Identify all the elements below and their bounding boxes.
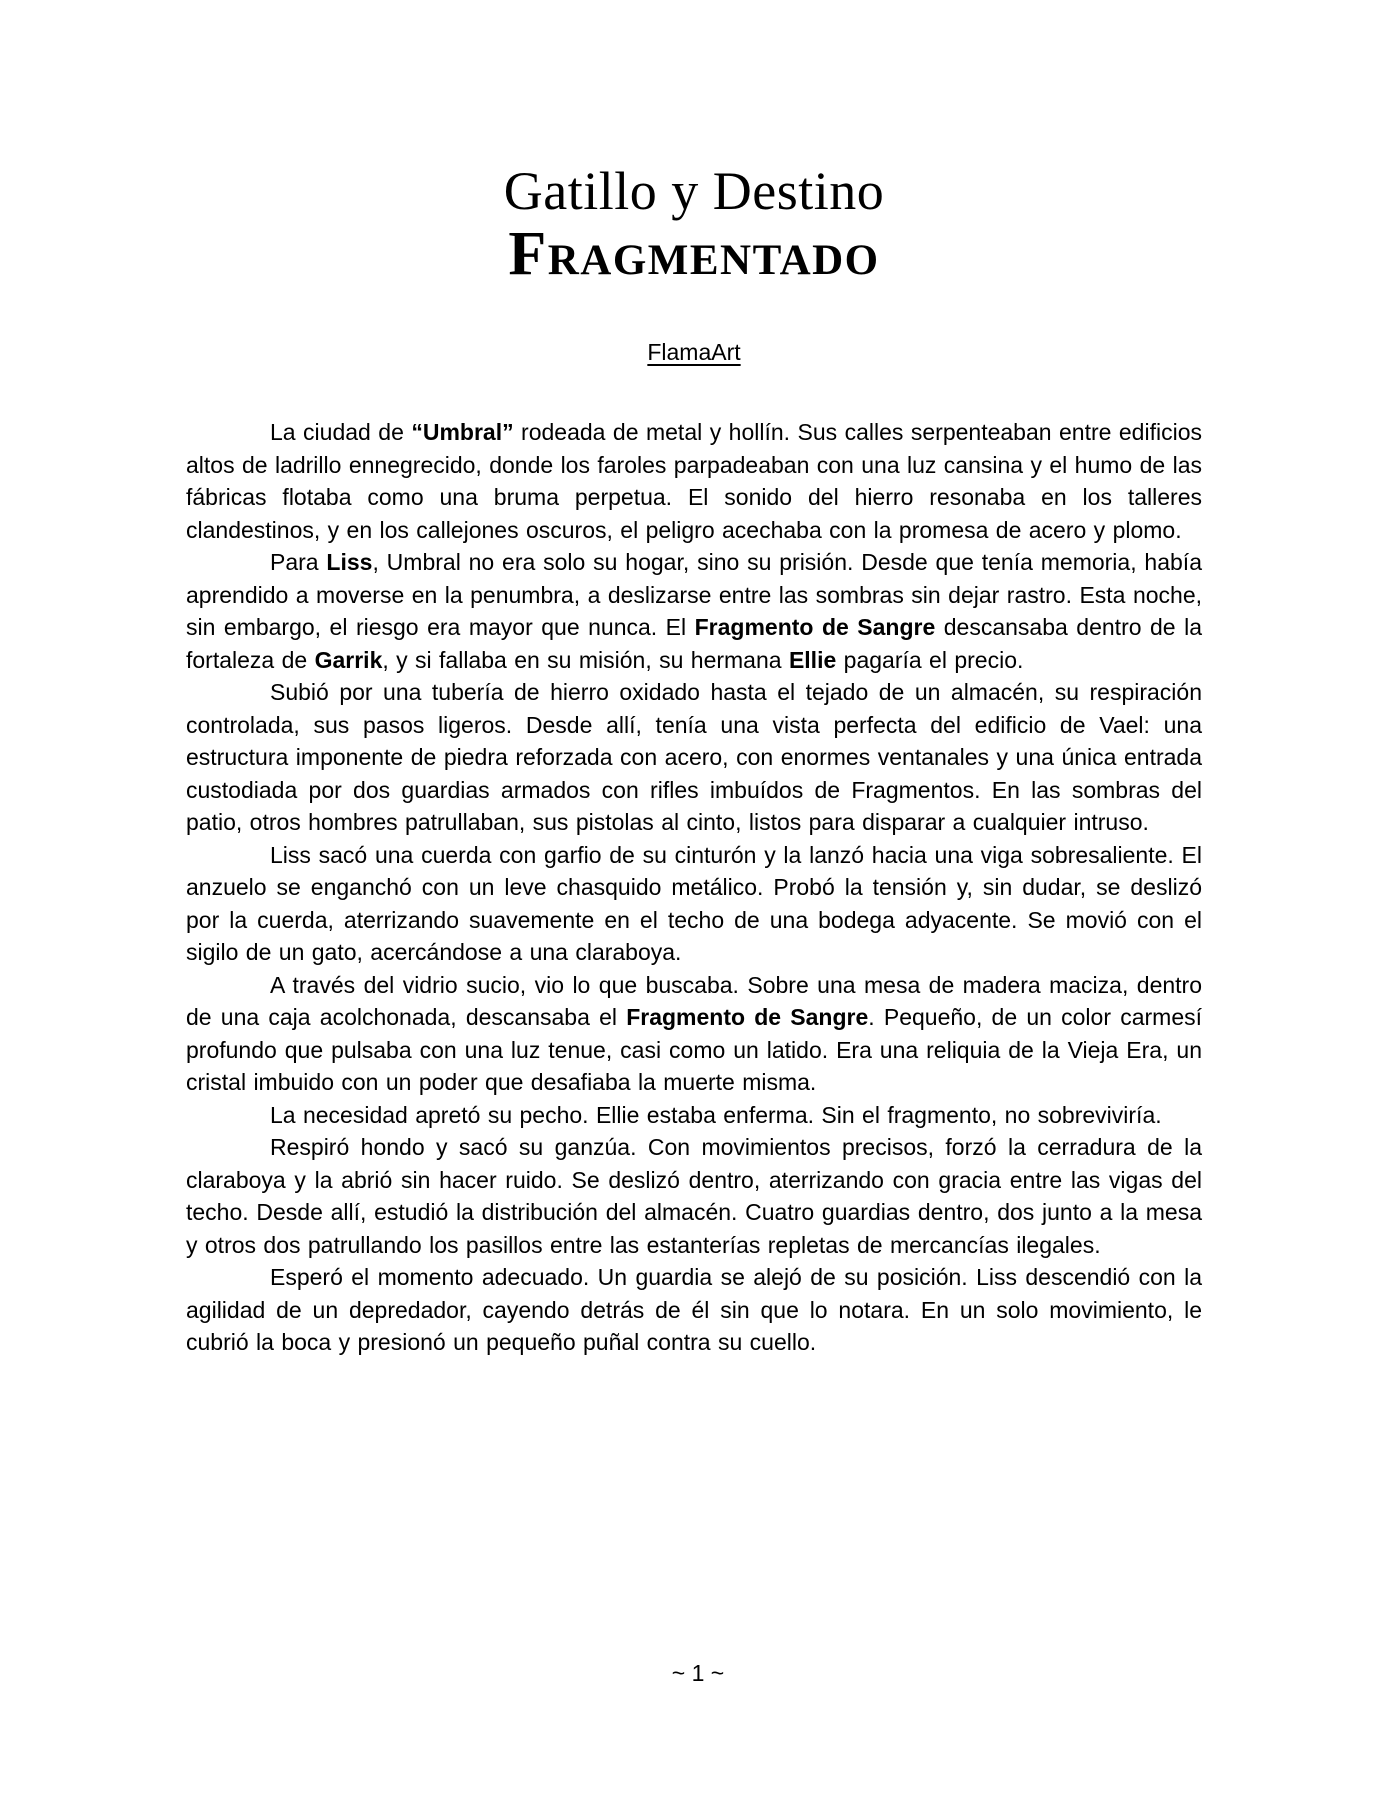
- bold-text-run: Fragmento de Sangre: [626, 1004, 869, 1030]
- paragraph: [186, 546, 1202, 676]
- paragraph: [186, 676, 1202, 839]
- page-number: ~ 1 ~: [671, 1660, 725, 1686]
- text-run: Respiró hondo y sacó su ganzúa. Con movimientos precisos, forzó la cerradura de la claraboya y la abrió sin hacer ruido. Se deslizó dentro, aterrizando con gracia entre las vigas del techo. Desde allí, estudió la distribución del almacén. Cuatro guardias dentro, dos junto a la mesa y otros dos patrullando los pasillos entre las estanterías repletas de mercancías ilegales.: [186, 1134, 1202, 1258]
- text-run: rodeada de metal y hollín. Sus calles serpenteaban entre edificios altos de ladrillo ennegrecido, donde los faroles parpadeaban con una luz cansina y el humo de las fábricas flotaba como una bruma perpetua. El sonido del hierro resonaba en los talleres clandestinos, y en los callejones oscuros, el peligro acechaba con la promesa de acero y plomo.: [186, 419, 1202, 543]
- paragraph: [186, 416, 1202, 546]
- document-subtitle: Fragmentado: [508, 220, 880, 288]
- text-run: , Umbral no era solo su hogar, sino su prisión. Desde que tenía memoria, había aprendido a moverse en la penumbra, a deslizarse entre las sombras sin dejar rastro. Esta noche, sin embargo, el riesgo era mayor que nunca. El: [186, 549, 1202, 640]
- text-run: Subió por una tubería de hierro oxidado hasta el tejado de un almacén, su respiración controlada, sus pasos ligeros. Desde allí, tenía una vista perfecta del edificio de Vael: una estructura imponente de piedra reforzada con acero, con enormes ventanales y una única entrada custodiada por dos guardias armados con rifles imbuídos de Fragmentos. En las sombras del patio, otros hombres patrullaban, sus pistolas al cinto, listos para disparar a cualquier intruso.: [186, 679, 1202, 835]
- document-title: Gatillo y Destino: [503, 161, 885, 221]
- paragraph: [186, 1261, 1202, 1359]
- bold-text-run: Garrik: [314, 646, 383, 673]
- text-run: , y si fallaba en su misión, su hermana: [382, 646, 789, 673]
- bold-text-run: “Umbral”: [411, 419, 514, 445]
- text-run: Para: [270, 549, 327, 575]
- author-name: FlamaArt: [647, 339, 741, 365]
- paragraph: [186, 969, 1202, 1099]
- story-body: [186, 416, 1202, 1359]
- paragraph: [186, 1131, 1202, 1261]
- bold-text-run: Liss: [326, 549, 373, 575]
- bold-text-run: Ellie: [788, 646, 837, 673]
- paragraph: [186, 1099, 1202, 1132]
- text-run: A través del vidrio sucio, vio lo que buscaba. Sobre una mesa de madera maciza, dentro de una caja acolchonada, descansaba el: [186, 971, 1202, 1030]
- text-run: . Pequeño, de un color carmesí profundo que pulsaba con una luz tenue, casi como un latido. Era una reliquia de la Vieja Era, un cristal imbuido con un poder que desafiaba la muerte misma.: [186, 1004, 1202, 1095]
- text-run: descansaba dentro de la fortaleza de: [186, 614, 1202, 673]
- text-run: Liss sacó una cuerda con garfio de su cinturón y la lanzó hacia una viga sobresaliente. El anzuelo se enganchó con un leve chasquido metálico. Probó la tensión y, sin dudar, se deslizó por la cuerda, aterrizando suavemente en el techo de una bodega adyacente. Se movió con el sigilo de un gato, acercándose a una claraboya.: [186, 841, 1202, 965]
- text-run: pagaría el precio.: [836, 646, 1024, 673]
- paragraph: [186, 839, 1202, 969]
- text-run: Esperó el momento adecuado. Un guardia se alejó de su posición. Liss descendió con la agilidad de un depredador, cayendo detrás de él sin que lo notara. En un solo movimiento, le cubrió la boca y presionó un pequeño puñal contra su cuello.: [186, 1264, 1202, 1355]
- text-run: La ciudad de: [270, 419, 412, 445]
- bold-text-run: Fragmento de Sangre: [694, 614, 936, 640]
- text-run: La necesidad apretó su pecho. Ellie estaba enferma. Sin el fragmento, no sobreviviría.: [270, 1101, 1162, 1128]
